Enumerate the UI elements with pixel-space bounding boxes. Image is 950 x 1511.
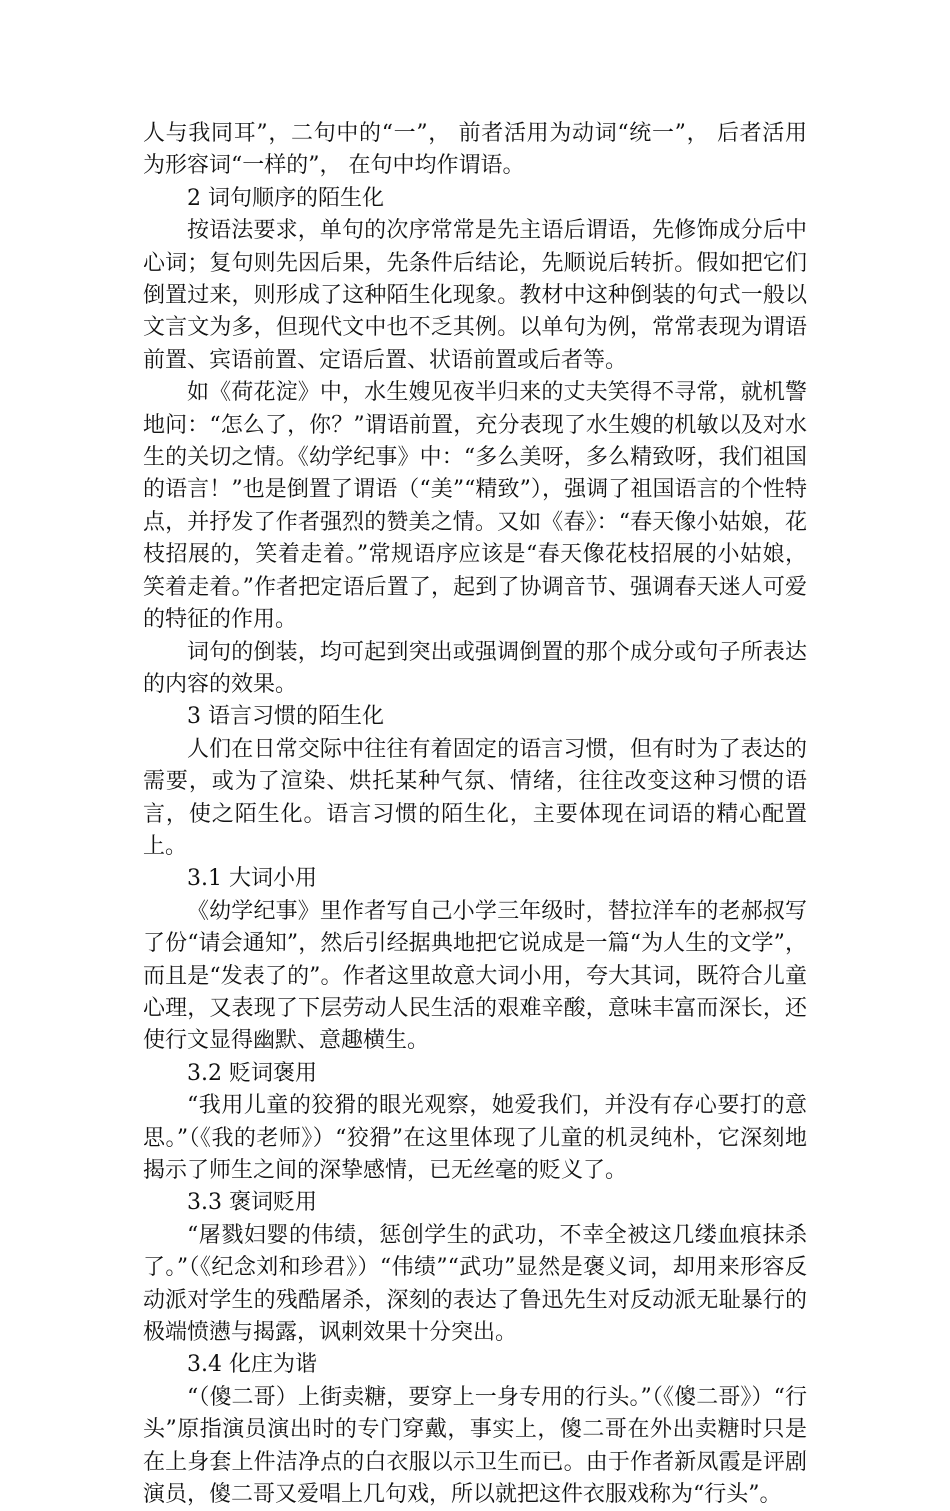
paragraph: 人们在日常交际中往往有着固定的语言习惯，但有时为了表达的需要，或为了渲染、烘托某种气氛、情绪，往往改变这种习惯的语言，使之陌生化。语言习惯的陌生化，主要体现在词语的精心配置上。 [143,736,807,859]
section-heading-2: 2 词句顺序的陌生化 [187,185,384,211]
subsection-heading-3-2: 3.2 贬词褒用 [187,1060,317,1086]
subsection-heading-3-3: 3.3 褒词贬用 [187,1190,317,1216]
paragraph-continued: 人与我同耳”，二句中的“一”， 前者活用为动词“统一”， 后者活用为形容词“一样的”， 在句中均作谓语。 [143,121,807,179]
paragraph: “我用儿童的狡猾的眼光观察，她爱我们，并没有存心要打的意思。”（《我的老师》）“狡猾”在这里体现了儿童的机灵纯朴，它深刻地揭示了师生之间的深挚感情，已无丝毫的贬义了。 [143,1093,807,1183]
paragraph: 按语法要求，单句的次序常常是先主语后谓语，先修饰成分后中心词；复句则先因后果，先条件后结论，先顺说后转折。假如把它们倒置过来，则形成了这种陌生化现象。教材中这种倒装的句式一般以文言文为多，但现代文中也不乏其例。以单句为例，常常表现为谓语前置、宾语前置、定语后置、状语前置或后者等。 [143,218,807,373]
subsection-heading-3-4: 3.4 化庄为谐 [187,1352,317,1378]
paragraph: “屠戮妇婴的伟绩，惩创学生的武功，不幸全被这几缕血痕抹杀了。”（《纪念刘和珍君》）“伟绩”“武功”显然是褒义词，却用来形容反动派对学生的残酷屠杀，深刻的表达了鲁迅先生对反动派无耻暴行的极端愤懑与揭露，讽刺效果十分突出。 [143,1222,807,1346]
subsection-heading-3-1: 3.1 大词小用 [187,866,317,892]
paragraph: “（傻二哥）上街卖糖，要穿上一身专用的行头。”（《傻二哥》）“行头”原指演员演出时的专门穿戴，事实上，傻二哥在外出卖糖时只是在上身套上件洁净点的白衣服以示卫生而已。由于作者新凤霞是评剧演员，傻二哥又爱唱上几句戏，所以就把这件衣服戏称为“行头”。 [143,1384,807,1508]
section-heading-3: 3 语言习惯的陌生化 [187,704,384,730]
paragraph: 《幼学纪事》里作者写自己小学三年级时，替拉洋车的老郝叔写了份“请会通知”，然后引经据典地把它说成是一篇“为人生的文学”，而且是“发表了的”。作者这里故意大词小用，夸大其词，既符合儿童心理，又表现了下层劳动人民生活的艰难辛酸，意味丰富而深长，还使行文显得幽默、意趣横生。 [143,898,807,1054]
paragraph: 如《荷花淀》中，水生嫂见夜半归来的丈夫笑得不寻常，就机警地问：“怎么了，你？”谓语前置，充分表现了水生嫂的机敏以及对水生的关切之情。《幼学纪事》中：“多么美呀，多么精致呀，我们祖国的语言！”也是倒置了谓语（“美”“精致”），强调了祖国语言的个性特点，并抒发了作者强烈的赞美之情。又如《春》：“春天像小姑娘，花枝招展的，笑着走着。”常规语序应该是“春天像花枝招展的小姑娘，笑着走着。”作者把定语后置了，起到了协调音节、强调春天迷人可爱的特征的作用。 [143,380,807,633]
document-page [143,118,807,1511]
paragraph: 词句的倒装，均可起到突出或强调倒置的那个成分或句子所表达的内容的效果。 [143,639,807,697]
